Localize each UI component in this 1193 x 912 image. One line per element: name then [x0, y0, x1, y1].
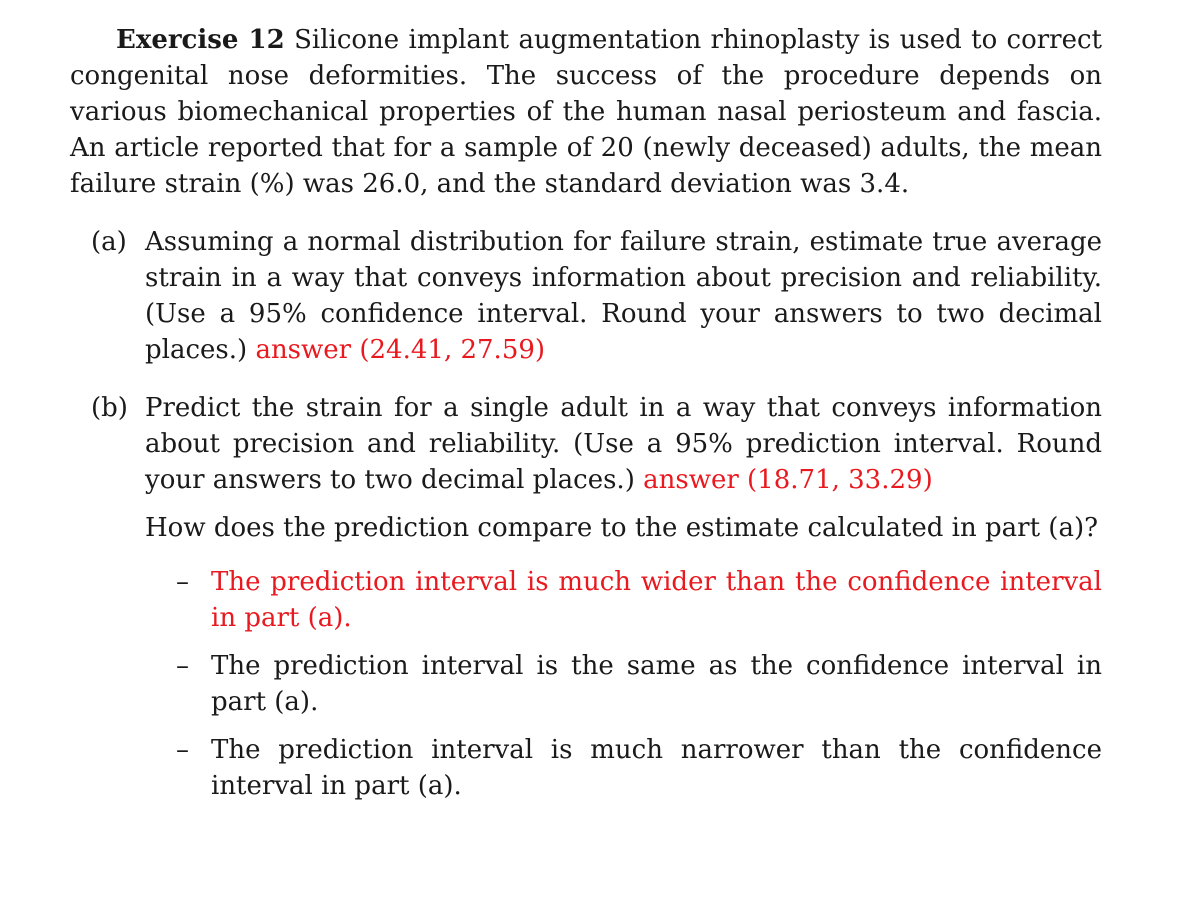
option-much-narrower[interactable]: [145, 732, 1102, 804]
option-text: The prediction interval is the same as the confidence interval in part (a).: [211, 651, 1102, 717]
exercise-label: Exercise 12: [116, 25, 285, 55]
exercise-intro: [70, 22, 1102, 202]
part-a-answer: answer (24.41, 27.59): [255, 335, 546, 365]
option-text: The prediction interval is much narrower than the confidence interval in part (a).: [211, 735, 1102, 801]
part-a-text: Assuming a normal distribution for failure strain, estimate true average strain in a way that conveys information about precision and reliability. (Use a 95% confidence interval. Round your answers to two decimal places.): [145, 227, 1102, 365]
part-b-question: How does the prediction compare to the estimate calculated in part (a)?: [145, 513, 1099, 543]
option-text: The prediction interval is much wider than the confidence interval in part (a).: [211, 567, 1102, 633]
part-b-body: [145, 390, 1102, 498]
part-b-answer: answer (18.71, 33.29): [643, 465, 933, 495]
option-dash: –: [176, 651, 189, 681]
option-much-wider[interactable]: [145, 564, 1102, 636]
part-b-text: Predict the strain for a single adult in a way that conveys information about precision and reliability. (Use a 95% prediction interval. Round your answers to two decimal places.): [145, 393, 1102, 495]
part-b: [70, 390, 1102, 804]
option-dash: –: [176, 567, 189, 597]
option-dash: –: [176, 735, 189, 765]
exercise-text: Silicone implant augmentation rhinoplasty is used to correct congenital nose deformities. The success of the procedure depends on various biomechanical properties of the human nasal periosteum and fascia. An article reported that for a sample of 20 (newly deceased) adults, the mean failure strain (%) was 26.0, and the standard deviation was 3.4.: [70, 25, 1103, 199]
exercise-document: [70, 22, 1102, 816]
part-a-label: (a): [91, 227, 127, 257]
answer-options: [145, 564, 1102, 804]
part-b-label: (b): [91, 393, 128, 423]
part-a-body: [145, 224, 1102, 368]
option-same[interactable]: [145, 648, 1102, 720]
part-a: [70, 224, 1102, 368]
